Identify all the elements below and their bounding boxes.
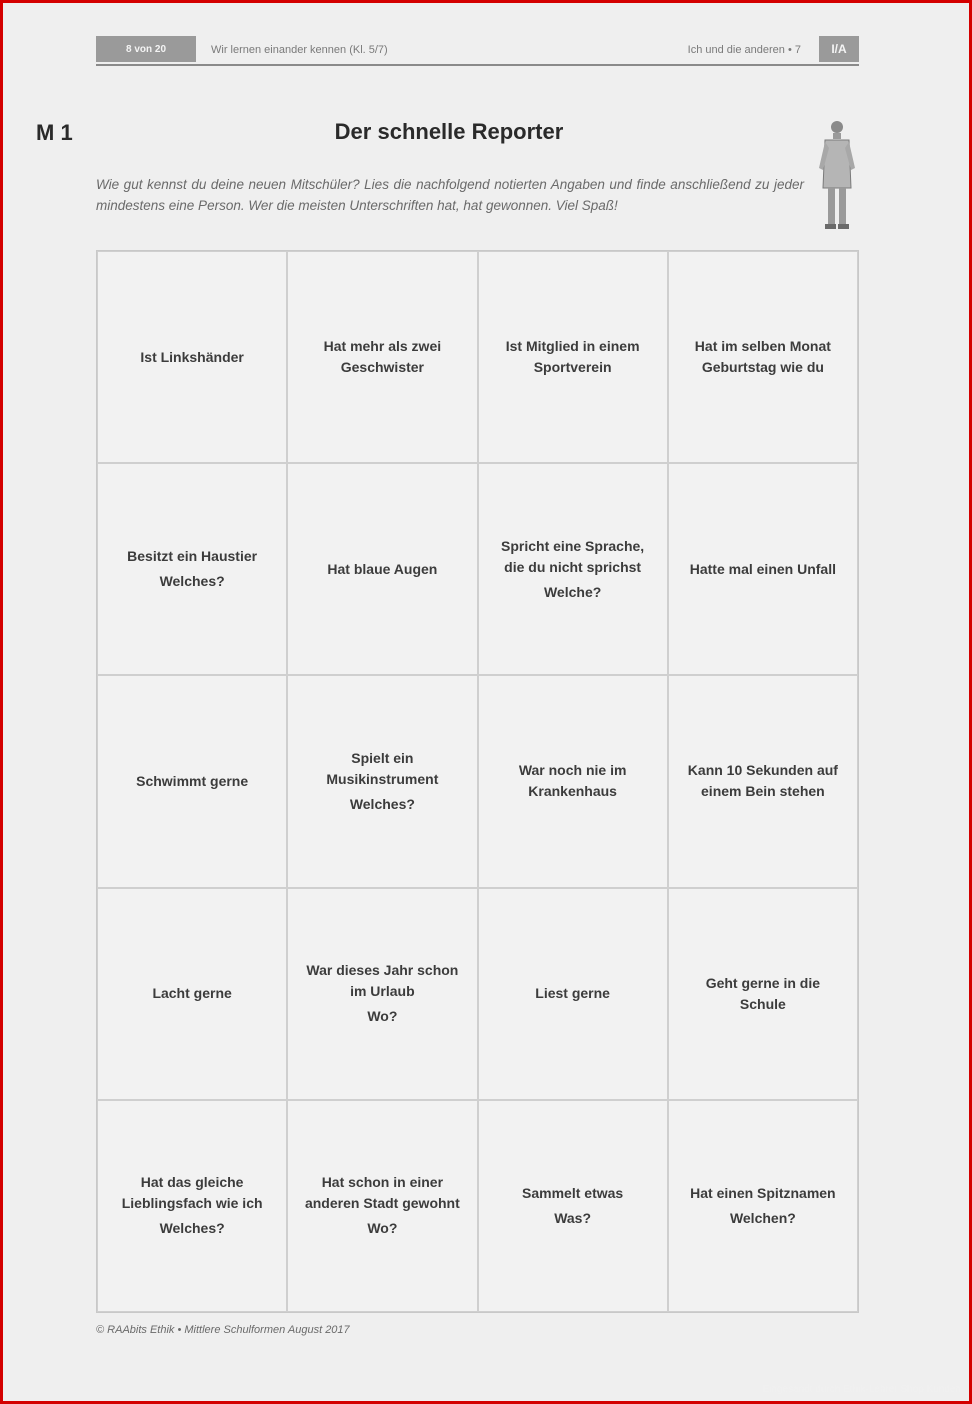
- cell-text: Hat schon in einer anderen Stadt gewohnt: [304, 1174, 460, 1212]
- cell-text: War dieses Jahr schon im Urlaub: [306, 962, 459, 1000]
- cell-text: Spricht eine Sprache, die du nicht sprichst: [501, 537, 645, 575]
- page-number-badge: 8 von 20: [96, 36, 196, 62]
- page-title: Der schnelle Reporter: [334, 119, 564, 144]
- cell-text: Besitzt ein Haustier: [127, 548, 258, 565]
- bingo-cell: [287, 1100, 477, 1312]
- cell-text: Lacht gerne: [152, 985, 232, 1002]
- cell-text: Hat im selben Monat Geburtstag wie du: [694, 338, 831, 376]
- bingo-cell: [668, 675, 858, 887]
- cell-text: Hat das gleiche Lieblingsfach wie ich: [121, 1174, 263, 1212]
- reporter-figure-icon: [815, 118, 859, 233]
- cell-question: Welches?: [159, 573, 225, 590]
- bingo-cell: [287, 463, 477, 675]
- bingo-cell: [287, 675, 477, 887]
- bingo-cell: [478, 1100, 668, 1312]
- bingo-cell: [668, 463, 858, 675]
- bingo-cell: [478, 888, 668, 1100]
- bingo-cell: [287, 251, 477, 463]
- cell-question: Welches?: [349, 795, 415, 812]
- bingo-cell: [97, 1100, 287, 1312]
- bingo-cell: [668, 888, 858, 1100]
- cell-text: Spielt ein Musikinstrument: [326, 749, 439, 787]
- cell-text: Sammelt etwas: [522, 1184, 624, 1201]
- cell-text: Liest gerne: [535, 985, 610, 1002]
- bingo-grid: [96, 250, 859, 1313]
- cell-text: Hat blaue Augen: [327, 560, 438, 577]
- instructions: Wie gut kennst du deine neuen Mitschüler? Lies die nachfolgend notierten Angaben und finde anschließend zu jeder mindestens eine Person. Wer die meisten Unterschriften hat, hat gewonnen. Viel Spaß!: [96, 177, 804, 213]
- bingo-cell: [478, 463, 668, 675]
- cell-text: Schwimmt gerne: [136, 772, 249, 789]
- bingo-cell: [97, 463, 287, 675]
- cell-text: Ist Mitglied in einem Sportverein: [505, 338, 640, 376]
- cell-text: Hatte mal einen Unfall: [689, 560, 836, 577]
- bingo-cell: [97, 251, 287, 463]
- cell-text: Hat mehr als zwei Geschwister: [323, 338, 442, 376]
- cell-question: Welche?: [543, 583, 602, 600]
- level-badge: I/A: [819, 36, 859, 62]
- bingo-cell: [97, 888, 287, 1100]
- section-title: Ich und die anderen • 7: [687, 44, 801, 56]
- bingo-cell: [668, 1100, 858, 1312]
- copyright-footer: © RAAbits Ethik • Mittlere Schulformen August 2017: [96, 1324, 350, 1336]
- cell-text: War noch nie im Krankenhaus: [518, 762, 627, 800]
- bingo-cell: [478, 675, 668, 887]
- watermark: Eingesandt durch Ethik-Lehrer Shop Kunden: [762, 1384, 961, 1395]
- cell-text: Ist Linkshänder: [140, 348, 244, 365]
- cell-text: Geht gerne in die Schule: [705, 974, 821, 1012]
- cell-question: Wo?: [367, 1220, 398, 1237]
- bingo-cell: [287, 888, 477, 1100]
- material-label: M 1: [36, 120, 73, 145]
- cell-question: Welches?: [159, 1220, 225, 1237]
- cell-question: Was?: [554, 1209, 592, 1226]
- bingo-cell: [668, 251, 858, 463]
- cell-text: Kann 10 Sekunden auf einem Bein stehen: [687, 762, 838, 800]
- bingo-cell: [97, 675, 287, 887]
- unit-title: Wir lernen einander kennen (Kl. 5/7): [211, 44, 388, 56]
- cell-text: Hat einen Spitznamen: [690, 1184, 836, 1201]
- page-header: [96, 36, 859, 66]
- cell-question: Wo?: [367, 1008, 398, 1025]
- cell-question: Welchen?: [729, 1209, 796, 1226]
- bingo-cell: [478, 251, 668, 463]
